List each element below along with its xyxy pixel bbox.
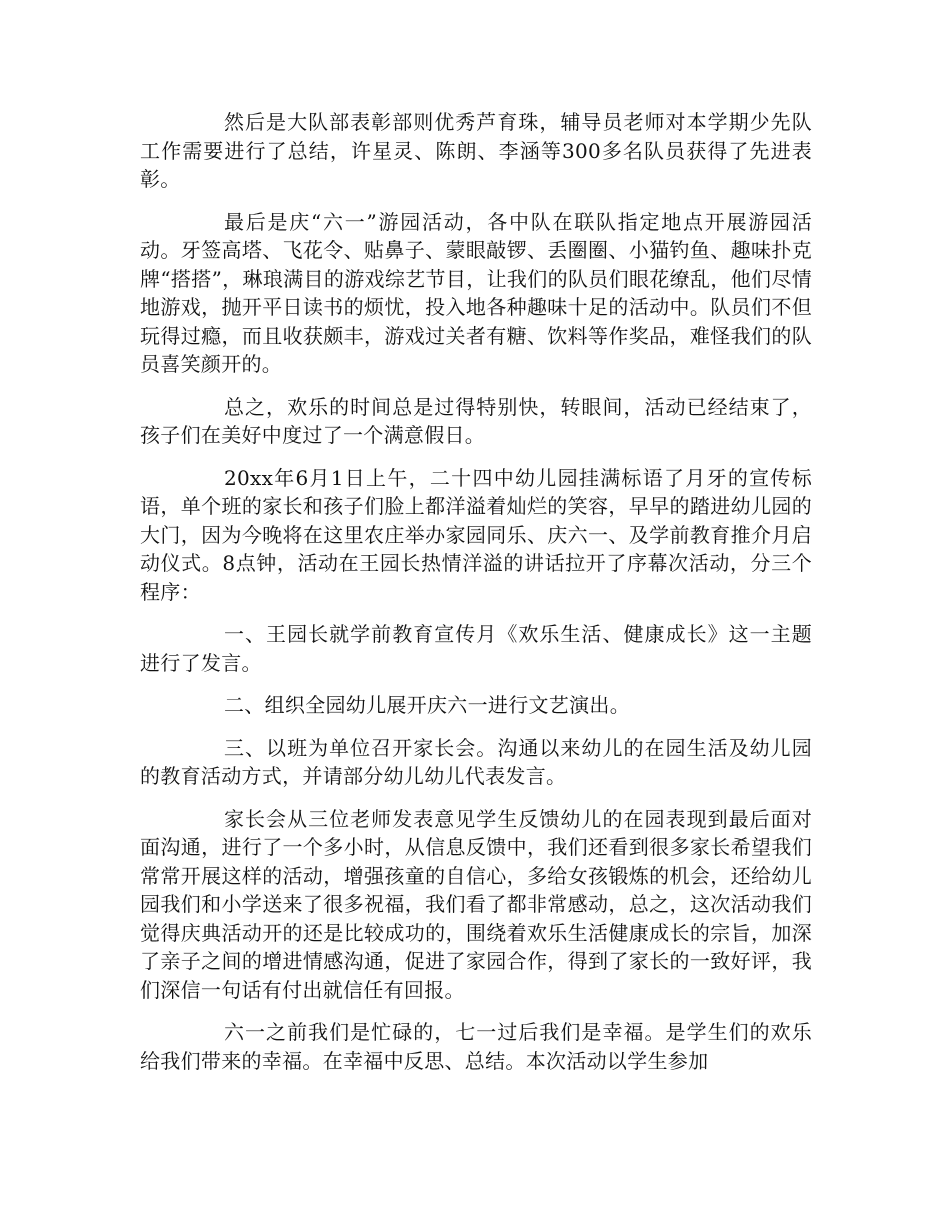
paragraph-kindergarten-event: 20xx年6月1日上午，二十四中幼儿园挂满标语了月牙的宣传标语，单个班的家长和孩子们脸上都洋溢着灿烂的笑容，早早的踏进幼儿园的大门，因为今晚将在这里农庄举办家园同乐、庆六一、及学前教育推介月启动仪式。8点钟，活动在王园长热情洋溢的讲话拉开了序幕次活动，分三个程序： (140, 465, 812, 604)
paragraph-summary: 总之，欢乐的时间总是过得特别快，转眼间，活动已经结束了，孩子们在美好中度过了一个满意假日。 (140, 394, 812, 447)
paragraph-parent-meeting: 家长会从三位老师发表意见学生反馈幼儿的在园表现到最后面对面沟通，进行了一个多小时，从信息反馈中，我们还看到很多家长希望我们常常开展这样的活动，增强孩童的自信心，多给女孩锻炼的机会，还给幼儿园我们和小学送来了很多祝福，我们看了都非常感动，总之，这次活动我们觉得庆典活动开的还是比较成功的，围绕着欢乐生活健康成长的宗旨，加深了亲子之间的增进情感沟通，促进了家园合作，得到了家长的一致好评，我们深信一句话有付出就信任有回报。 (140, 806, 812, 1002)
paragraph-commendation: 然后是大队部表彰部则优秀芦育珠，辅导员老师对本学期少先队工作需要进行了总结，许星灵、陈朗、李涵等300多名队员获得了先进表彰。 (140, 110, 812, 191)
paragraph-step-three: 三、以班为单位召开家长会。沟通以来幼儿的在园生活及幼儿园的教育活动方式，并请部分幼儿幼儿代表发言。 (140, 735, 812, 788)
paragraph-reflection: 六一之前我们是忙碌的，七一过后我们是幸福。是学生们的欢乐给我们带来的幸福。在幸福中反思、总结。本次活动以学生参加 (140, 1020, 812, 1073)
paragraph-step-two: 二、组织全园幼儿展开庆六一进行文艺演出。 (224, 693, 630, 717)
document-page (140, 108, 812, 1089)
paragraph-step-one: 一、王园长就学前教育宣传月《欢乐生活、健康成长》这一主题进行了发言。 (140, 622, 812, 675)
paragraph-garden-party: 最后是庆“六一”游园活动，各中队在联队指定地点开展游园活动。牙签高塔、飞花令、贴鼻子、蒙眼敲锣、丢圈圈、小猫钓鱼、趣味扑克牌“搭搭”，琳琅满目的游戏综艺节目，让我们的队员们眼花缭乱，他们尽情地游戏，抛开平日读书的烦忧，投入地各种趣味十足的活动中。队员们不但玩得过瘾，而且收获颇丰，游戏过关者有糖、饮料等作奖品，难怪我们的队员喜笑颜开的。 (140, 209, 812, 376)
